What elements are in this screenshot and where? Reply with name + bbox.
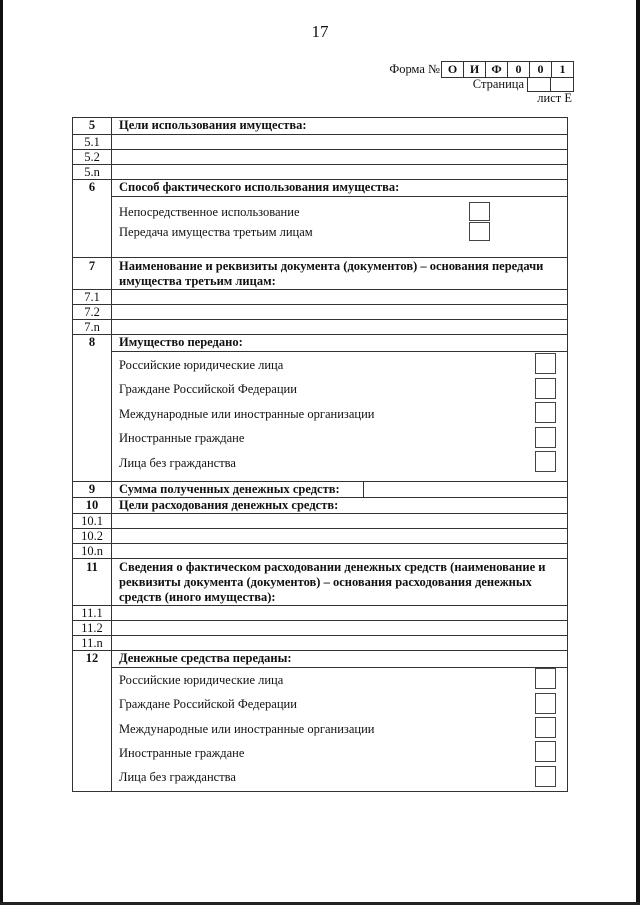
option-label: Иностранные граждане xyxy=(119,431,245,445)
section-7-header xyxy=(73,257,567,289)
section-number: 7 xyxy=(73,258,112,289)
section-title: Цели использования имущества: xyxy=(119,118,307,132)
section-title: Наименование и реквизиты документа (документов) – основания передачи имущества третьим лицам: xyxy=(119,259,544,288)
option-label: Лица без гражданства xyxy=(119,456,236,470)
form-number-label: Форма № xyxy=(389,62,440,76)
section-title: Цели расходования денежных средств: xyxy=(119,498,339,512)
page-number-boxes[interactable] xyxy=(527,77,574,92)
row-number: 10.1 xyxy=(73,514,112,528)
page-number-cell[interactable] xyxy=(551,77,573,91)
page-number: 17 xyxy=(311,22,329,41)
section-number: 5 xyxy=(73,118,112,134)
section-8 xyxy=(73,334,567,481)
table-row[interactable] xyxy=(73,528,567,543)
option-label: Международные или иностранные организации xyxy=(119,722,375,736)
row-number: 5.1 xyxy=(73,135,112,149)
checkbox-direct-use[interactable] xyxy=(469,202,490,221)
section-10-header xyxy=(73,497,567,513)
checkbox-transfer-third-parties[interactable] xyxy=(469,222,490,241)
section-divider xyxy=(112,351,567,352)
section-divider xyxy=(112,196,567,197)
section-9 xyxy=(73,481,567,497)
row-number: 7.1 xyxy=(73,290,112,304)
checkbox-ru-citizens[interactable] xyxy=(535,693,556,714)
option-label: Лица без гражданства xyxy=(119,770,236,784)
table-row[interactable] xyxy=(73,605,567,620)
checkbox-ru-citizens[interactable] xyxy=(535,378,556,399)
section-number: 11 xyxy=(73,559,112,605)
page-label: Страница xyxy=(472,77,524,91)
row-number: 5.n xyxy=(73,165,112,179)
checkbox-ru-legal-entities[interactable] xyxy=(535,668,556,689)
row-number: 10.n xyxy=(73,544,112,558)
row-number: 11.n xyxy=(73,636,112,650)
sum-divider xyxy=(363,482,364,497)
section-11-header xyxy=(73,558,567,605)
form-code-cell: 0 xyxy=(530,62,552,77)
section-title: Денежные средства переданы: xyxy=(119,651,292,665)
checkbox-foreign-citizens[interactable] xyxy=(535,741,556,762)
table-row[interactable] xyxy=(73,289,567,304)
option-label: Передача имущества третьим лицам xyxy=(119,225,313,239)
row-number: 11.1 xyxy=(73,606,112,620)
checkbox-foreign-citizens[interactable] xyxy=(535,427,556,448)
table-row[interactable] xyxy=(73,319,567,334)
table-row[interactable] xyxy=(73,149,567,164)
option-label: Граждане Российской Федерации xyxy=(119,697,297,711)
row-number: 5.2 xyxy=(73,150,112,164)
table-row[interactable] xyxy=(73,635,567,650)
section-title: Сумма полученных денежных средств: xyxy=(119,482,340,496)
checkbox-stateless[interactable] xyxy=(535,766,556,787)
row-number: 10.2 xyxy=(73,529,112,543)
form-code-cell: И xyxy=(464,62,486,77)
section-title: Имущество передано: xyxy=(119,335,243,349)
scan-edge-left xyxy=(0,0,3,905)
sheet-label: лист Е xyxy=(537,91,572,105)
row-number: 7.n xyxy=(73,320,112,334)
section-number: 10 xyxy=(73,498,112,513)
table-row[interactable] xyxy=(73,304,567,319)
checkbox-ru-legal-entities[interactable] xyxy=(535,353,556,374)
section-6 xyxy=(73,179,567,257)
table-row[interactable] xyxy=(73,620,567,635)
section-5-header xyxy=(73,118,567,134)
option-label: Российские юридические лица xyxy=(119,358,284,372)
checkbox-intl-organizations[interactable] xyxy=(535,717,556,738)
form-code-boxes xyxy=(441,61,574,78)
option-label: Российские юридические лица xyxy=(119,673,284,687)
section-divider xyxy=(112,667,567,668)
section-title: Сведения о фактическом расходовании денежных средств (наименование и реквизиты документа (документов) – основания расходования денежных средств (иного имущества): xyxy=(119,560,546,604)
table-row[interactable] xyxy=(73,543,567,558)
form-table xyxy=(72,117,568,792)
section-12 xyxy=(73,650,567,791)
row-number: 11.2 xyxy=(73,621,112,635)
form-code-cell: 1 xyxy=(559,62,566,76)
section-number: 9 xyxy=(73,482,112,497)
section-number: 8 xyxy=(73,335,112,481)
form-code-cell: 0 xyxy=(508,62,530,77)
table-row[interactable] xyxy=(73,164,567,179)
section-number: 6 xyxy=(73,180,112,257)
page-number-cell[interactable] xyxy=(528,77,551,91)
option-label: Международные или иностранные организации xyxy=(119,407,375,421)
section-number: 12 xyxy=(73,651,112,791)
option-label: Граждане Российской Федерации xyxy=(119,382,297,396)
option-label: Иностранные граждане xyxy=(119,746,245,760)
row-number: 7.2 xyxy=(73,305,112,319)
checkbox-intl-organizations[interactable] xyxy=(535,402,556,423)
table-row[interactable] xyxy=(73,134,567,149)
section-title: Способ фактического использования имущества: xyxy=(119,180,400,194)
form-code-cell: О xyxy=(442,62,464,77)
checkbox-stateless[interactable] xyxy=(535,451,556,472)
scan-edge-right xyxy=(636,0,640,905)
option-label: Непосредственное использование xyxy=(119,205,300,219)
form-code-cell: Ф xyxy=(486,62,508,77)
table-row[interactable] xyxy=(73,513,567,528)
